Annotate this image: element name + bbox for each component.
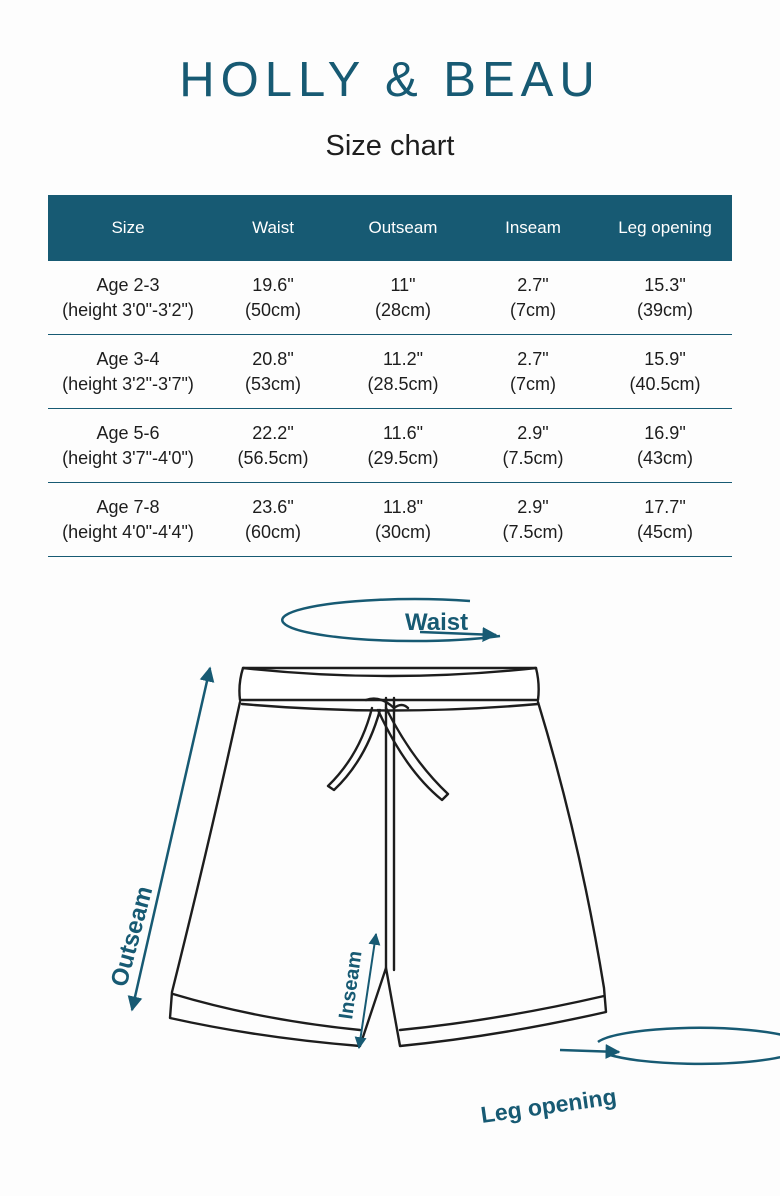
- size-height: (height 3'7"-4'0"): [62, 447, 194, 468]
- size-age: Age 3-4: [96, 348, 160, 369]
- cell-leg-opening: [598, 261, 732, 335]
- leg-opening-label: Leg opening: [479, 1083, 619, 1128]
- cell-outseam: [338, 483, 468, 557]
- waist-cm: (56.5cm): [237, 447, 309, 468]
- size-height: (height 4'0"-4'4"): [62, 521, 194, 542]
- header-leg-opening: Leg opening: [598, 195, 732, 261]
- leg-opening-arrow: [560, 1028, 780, 1064]
- table-row: [48, 335, 732, 409]
- cell-waist: [208, 409, 338, 483]
- leg-cm: (43cm): [636, 447, 693, 468]
- size-age: Age 5-6: [96, 422, 160, 443]
- outseam-inches: 11.8": [382, 496, 424, 517]
- leg-cm: (40.5cm): [629, 373, 701, 394]
- cell-outseam: [338, 335, 468, 409]
- cell-waist: [208, 335, 338, 409]
- waist-inches: 22.2": [252, 422, 294, 443]
- size-age: Age 2-3: [96, 274, 160, 295]
- inseam-cm: (7.5cm): [502, 447, 564, 468]
- outseam-label: Outseam: [105, 883, 159, 990]
- header-outseam: Outseam: [338, 195, 468, 261]
- waist-cm: (50cm): [244, 299, 301, 320]
- outseam-cm: (29.5cm): [367, 447, 439, 468]
- cell-leg-opening: [598, 409, 732, 483]
- waist-label: Waist: [405, 609, 469, 636]
- cell-inseam: [468, 261, 598, 335]
- cell-leg-opening: [598, 335, 732, 409]
- outseam-arrow: [132, 668, 210, 1010]
- cell-size: [48, 335, 208, 409]
- inseam-label: Inseam: [335, 949, 367, 1021]
- header-inseam: Inseam: [468, 195, 598, 261]
- inseam-inches: 2.9": [517, 422, 549, 443]
- leg-cm: (45cm): [636, 521, 693, 542]
- cell-inseam: [468, 335, 598, 409]
- outseam-inches: 11.6": [382, 422, 424, 443]
- leg-inches: 15.9": [644, 348, 686, 369]
- waist-inches: 19.6": [252, 274, 294, 295]
- size-age: Age 7-8: [96, 496, 160, 517]
- outseam-cm: (30cm): [374, 521, 431, 542]
- cell-outseam: [338, 409, 468, 483]
- page-title: Size chart: [325, 130, 455, 162]
- shorts-illustration: [170, 668, 606, 1046]
- size-height: (height 3'2"-3'7"): [62, 373, 194, 394]
- leg-cm: (39cm): [636, 299, 693, 320]
- size-chart-table: [48, 195, 732, 557]
- outseam-inches: 11.2": [382, 348, 424, 369]
- table-row: [48, 483, 732, 557]
- inseam-inches: 2.9": [517, 496, 549, 517]
- inseam-inches: 2.7": [517, 274, 549, 295]
- cell-inseam: [468, 483, 598, 557]
- inseam-cm: (7.5cm): [502, 521, 564, 542]
- cell-size: [48, 483, 208, 557]
- shorts-measurement-diagram: [0, 580, 780, 1180]
- waist-inches: 20.8": [252, 348, 294, 369]
- waist-cm: (60cm): [244, 521, 301, 542]
- table-row: [48, 409, 732, 483]
- cell-outseam: [338, 261, 468, 335]
- cell-size: [48, 261, 208, 335]
- cell-inseam: [468, 409, 598, 483]
- waist-inches: 23.6": [252, 496, 294, 517]
- inseam-cm: (7cm): [510, 373, 556, 394]
- inseam-cm: (7cm): [510, 299, 556, 320]
- cell-waist: [208, 483, 338, 557]
- inseam-inches: 2.7": [517, 348, 549, 369]
- table-header-row: [48, 195, 732, 261]
- size-height: (height 3'0"-3'2"): [62, 299, 194, 320]
- outseam-cm: (28.5cm): [367, 373, 439, 394]
- leg-inches: 15.3": [644, 274, 686, 295]
- table-row: [48, 261, 732, 335]
- header-size: Size: [48, 195, 208, 261]
- brand-logo: HOLLY & BEAU: [179, 53, 601, 107]
- outseam-inches: 11": [390, 274, 416, 295]
- outseam-cm: (28cm): [374, 299, 431, 320]
- cell-size: [48, 409, 208, 483]
- leg-inches: 16.9": [644, 422, 686, 443]
- leg-inches: 17.7": [644, 496, 686, 517]
- cell-leg-opening: [598, 483, 732, 557]
- header-waist: Waist: [208, 195, 338, 261]
- cell-waist: [208, 261, 338, 335]
- inseam-arrow: [359, 934, 376, 1048]
- waist-cm: (53cm): [244, 373, 301, 394]
